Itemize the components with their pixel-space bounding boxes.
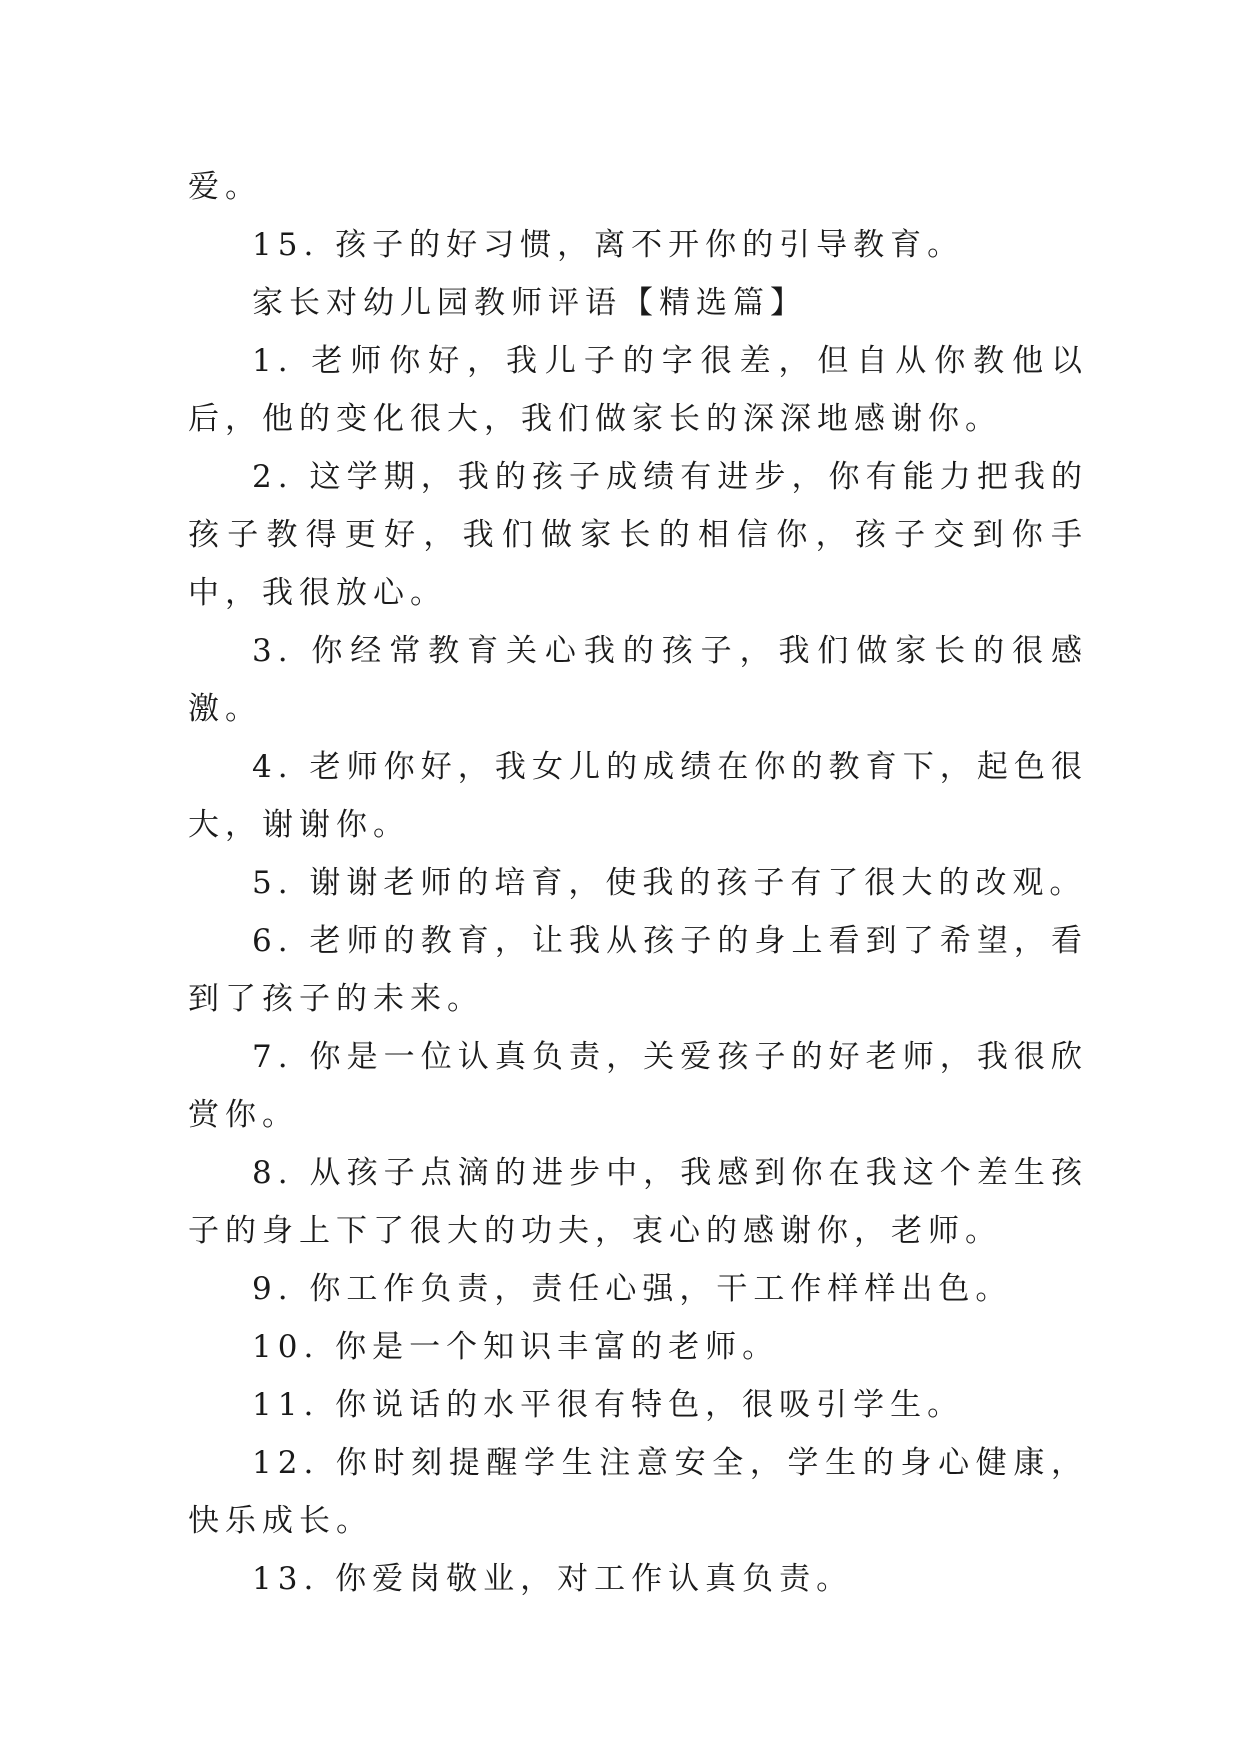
list-item: 1. 老师你好，我儿子的字很差，但自从你教他以后，他的变化很大，我们做家长的深深地感谢你。 xyxy=(188,343,1088,437)
list-item: 5. 谢谢老师的培育，使我的孩子有了很大的改观。 xyxy=(252,865,1087,901)
list-item: 8. 从孩子点滴的进步中，我感到你在我这个差生孩子的身上下了很大的功夫，衷心的感谢你，老师。 xyxy=(188,1155,1088,1249)
list-item: 13. 你爱岗敬业，对工作认真负责。 xyxy=(252,1561,854,1597)
list-item: 3. 你经常教育关心我的孩子，我们做家长的很感激。 xyxy=(188,633,1088,727)
document-body xyxy=(188,158,1088,1608)
list-item: 10. 你是一个知识丰富的老师。 xyxy=(252,1329,780,1365)
list-item: 2. 这学期，我的孩子成绩有进步，你有能力把我的孩子教得更好，我们做家长的相信你，孩子交到你手中，我很放心。 xyxy=(188,459,1088,611)
list-item: 4. 老师你好，我女儿的成绩在你的教育下，起色很大，谢谢你。 xyxy=(188,749,1088,843)
list-item: 11. 你说话的水平很有特色，很吸引学生。 xyxy=(252,1387,965,1423)
list-item: 7. 你是一位认真负责，关爱孩子的好老师，我很欣赏你。 xyxy=(188,1039,1088,1133)
list-item: 6. 老师的教育，让我从孩子的身上看到了希望，看到了孩子的未来。 xyxy=(188,923,1088,1017)
paragraph: 爱。 xyxy=(188,169,262,205)
list-item: 15. 孩子的好习惯，离不开你的引导教育。 xyxy=(252,227,965,263)
section-heading: 家长对幼儿园教师评语【精选篇】 xyxy=(252,285,807,321)
list-item: 9. 你工作负责，责任心强，干工作样样出色。 xyxy=(252,1271,1013,1307)
list-item: 12. 你时刻提醒学生注意安全，学生的身心健康，快乐成长。 xyxy=(188,1445,1088,1539)
